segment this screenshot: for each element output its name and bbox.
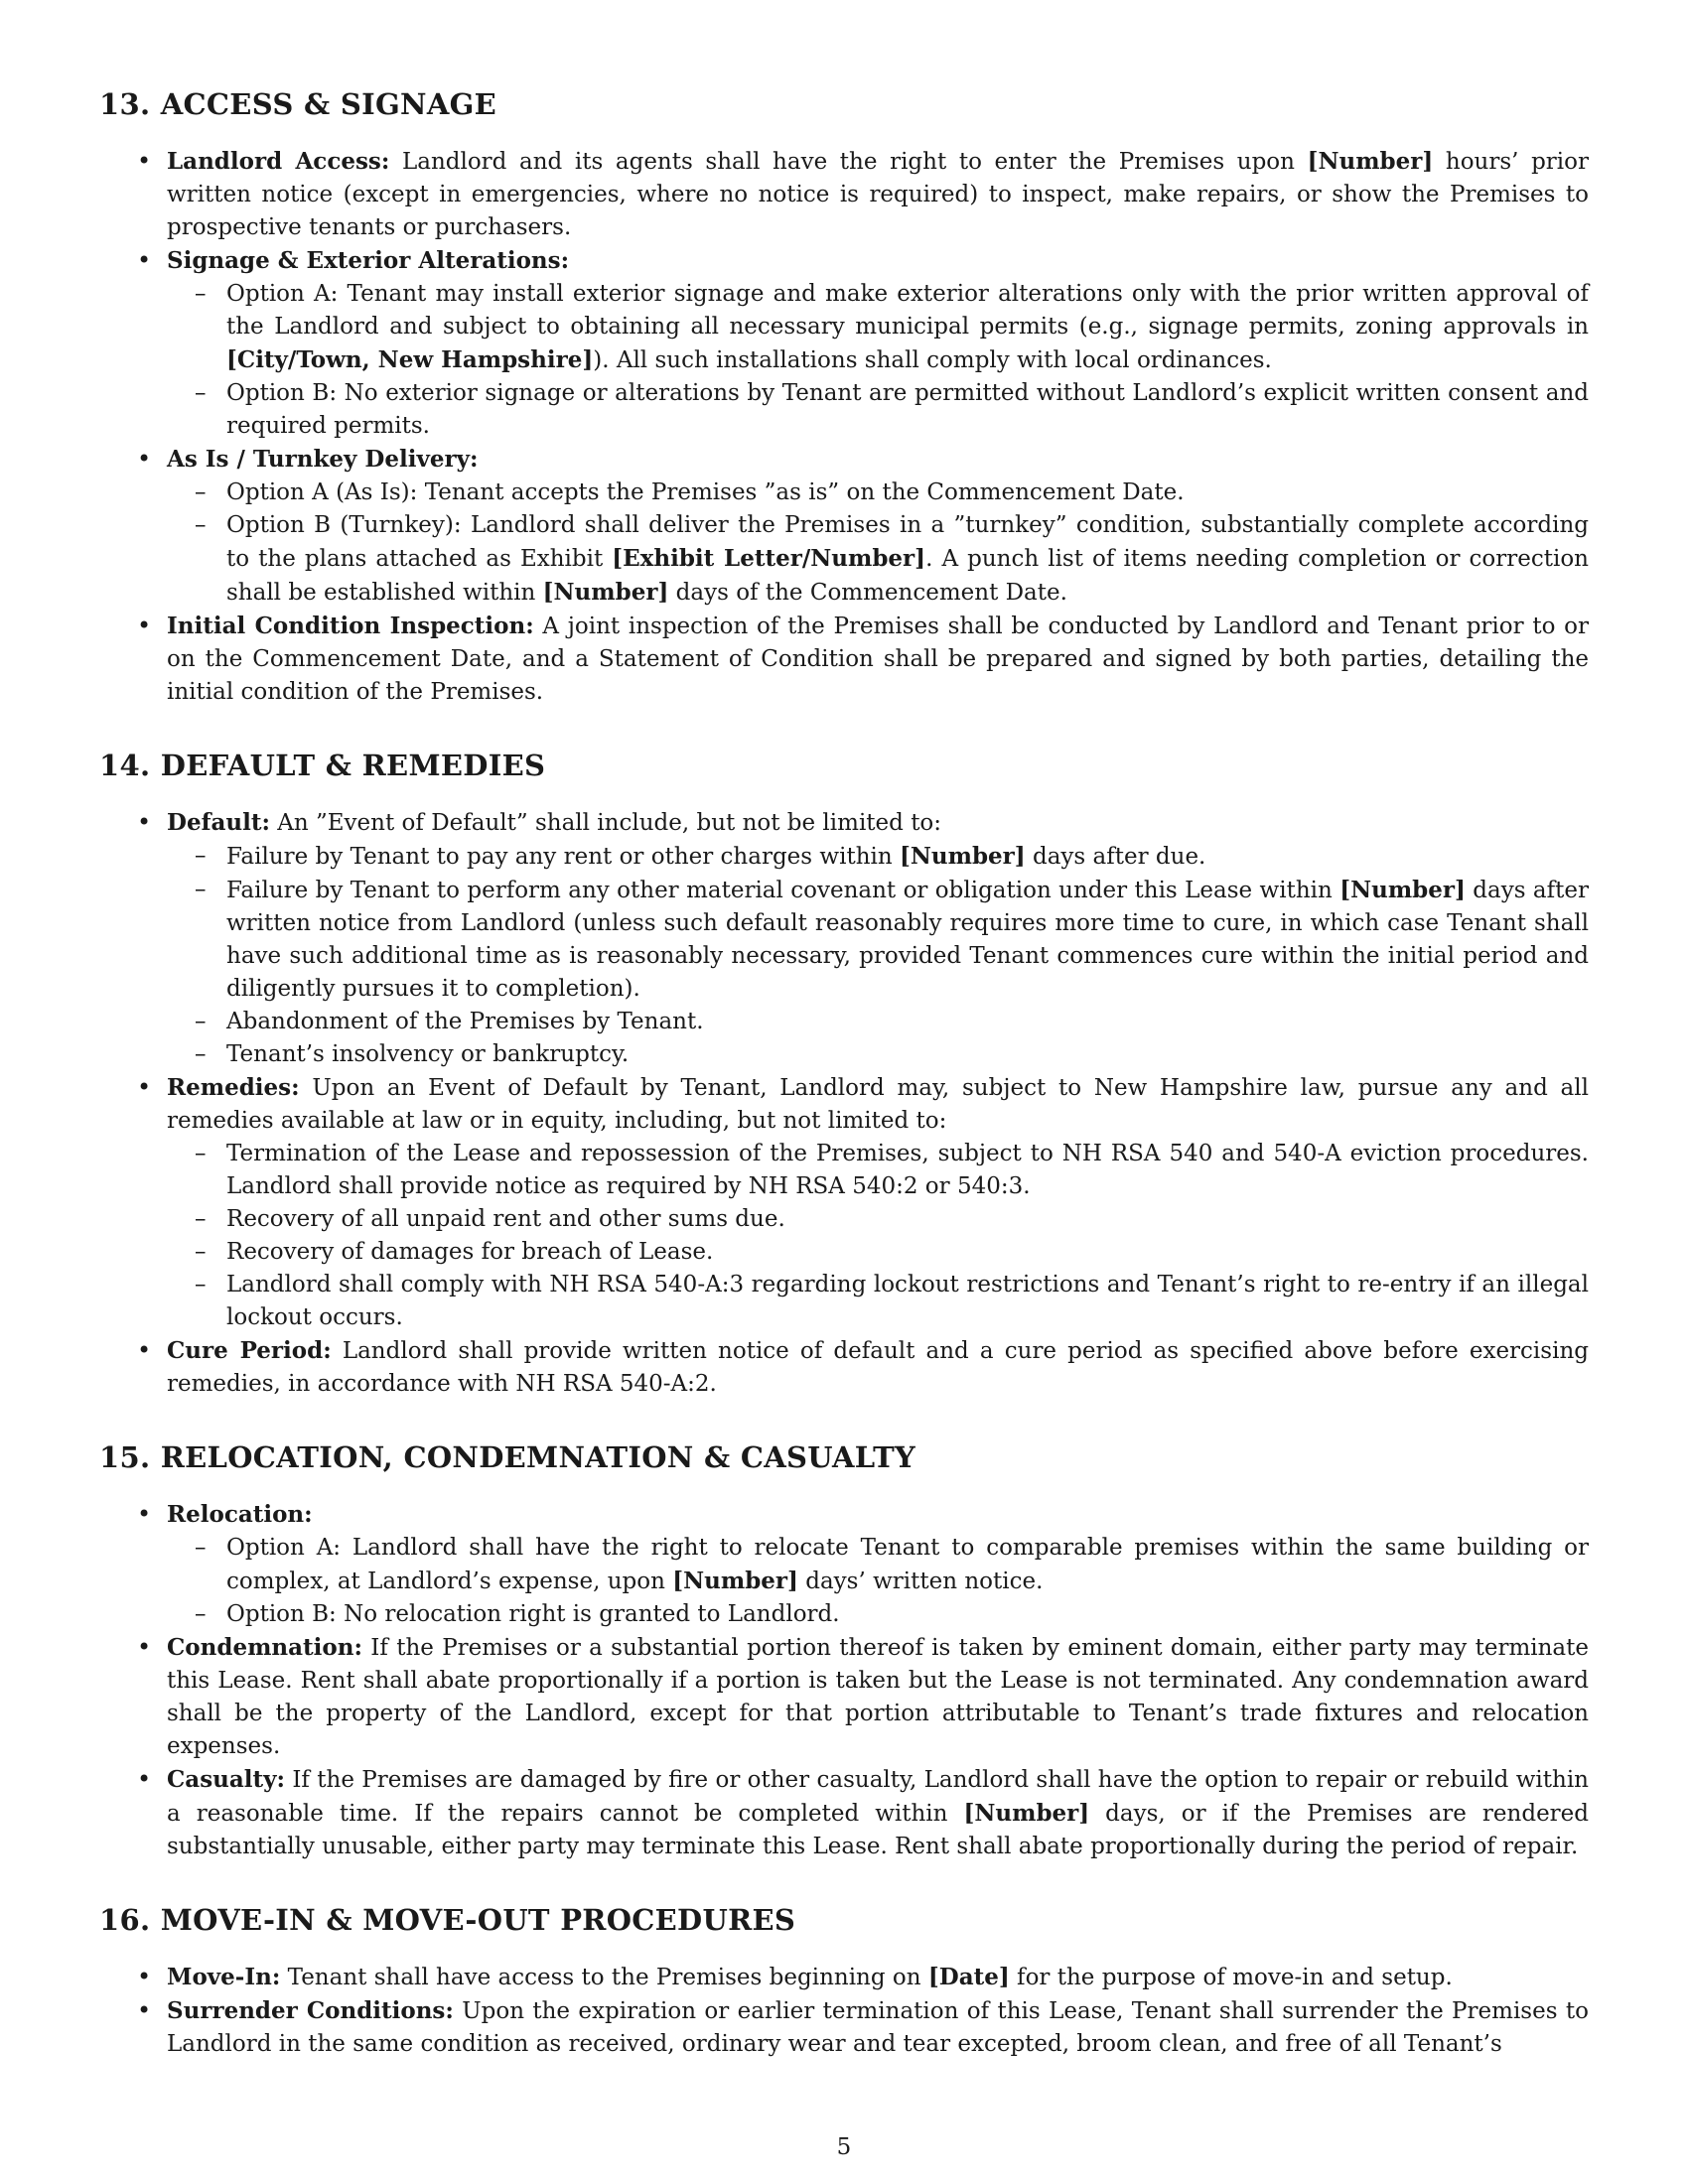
- clause-label: Default:: [167, 809, 270, 836]
- placeholder-field: [Number]: [1339, 877, 1466, 903]
- clause-text: Tenant’s insolvency or bankruptcy.: [226, 1041, 630, 1067]
- clause-label: Surrender Conditions:: [167, 1997, 454, 2024]
- clause-text: Landlord shall comply with NH RSA 540-A:3 regarding lockout restrictions and Tenant’s right to re-entry if an illegal lockout occurs.: [226, 1272, 1589, 1330]
- clause-text: Option B: No exterior signage or alterations by Tenant are permitted without Landlord’s explicit written consent and required permits.: [226, 380, 1589, 439]
- clause-as-is-turnkey-delivery: [99, 443, 1589, 610]
- clause-text: Option A (As Is): Tenant accepts the Premises ”as is” on the Commencement Date.: [226, 479, 1185, 505]
- section-relocation-condemnation-casualty: [99, 1440, 1589, 1863]
- clause-label: Remedies:: [167, 1074, 300, 1101]
- sub-clause: [167, 377, 1589, 443]
- clause-list: [99, 1498, 1589, 1863]
- placeholder-field: [Number]: [672, 1568, 798, 1594]
- sub-clause: [167, 874, 1589, 1006]
- clause-text: Upon the expiration or earlier termination of this Lease, Tenant shall surrender the Premises to Landlord in the same condition as received, ordinary wear and tear excepted, broom clean, and free of all Tenant’s: [167, 1998, 1589, 2057]
- sub-clause: [167, 1269, 1589, 1334]
- sub-clause: [167, 1598, 1589, 1631]
- clause-text: An ”Event of Default” shall include, but not be limited to:: [269, 810, 942, 836]
- clause-label: Move-In:: [167, 1964, 281, 1990]
- clause-text: Failure by Tenant to pay any rent or other charges within: [226, 844, 900, 870]
- clause-text: days’ written notice.: [797, 1569, 1044, 1594]
- clause-text: Recovery of damages for breach of Lease.: [226, 1239, 714, 1265]
- clause-text: If the Premises are damaged by fire or other casualty, Landlord shall have the option to repair or rebuild within a reasonable time. If the repairs cannot be completed within: [167, 1767, 1589, 1827]
- clause-move-in: [99, 1961, 1589, 1994]
- placeholder-field: [Number]: [899, 843, 1026, 870]
- clause-text: Option A: Tenant may install exterior signage and make exterior alterations only with the prior written approval of the Landlord and subject to obtaining all necessary municipal permits (e.g., signage permits, zoning approvals in: [226, 281, 1589, 340]
- clause-text: days after due.: [1025, 844, 1206, 870]
- sub-clause: [167, 840, 1589, 874]
- clause-text: days, or if the Premises are rendered substantially unusable, either party may terminate this Lease. Rent shall abate proportionally during the period of repair.: [167, 1801, 1590, 1859]
- placeholder-field: [Exhibit Letter/Number]: [612, 545, 926, 572]
- clause-label: Casualty:: [167, 1766, 285, 1793]
- sub-clause: [167, 1006, 1589, 1038]
- clause-condemnation: [99, 1631, 1589, 1763]
- sub-clause-list: [167, 477, 1589, 610]
- sub-clause: [167, 1236, 1589, 1269]
- clause-text: . A punch list of items needing completion or correction shall be established within: [226, 546, 1589, 606]
- clause-label: Cure Period:: [167, 1337, 332, 1364]
- section-access-signage: [99, 87, 1589, 709]
- sub-clause: [167, 1532, 1589, 1598]
- sub-clause: [167, 477, 1589, 509]
- sub-clause-list: [167, 1138, 1589, 1334]
- clause-text: Landlord and its agents shall have the right to enter the Premises upon: [389, 149, 1308, 175]
- clause-text: Option B (Turnkey): Landlord shall deliver the Premises in a ”turnkey” condition, substantially complete according to the plans attached as Exhibit: [226, 512, 1589, 572]
- placeholder-field: [Date]: [927, 1964, 1010, 1990]
- clause-cure-period: [99, 1334, 1589, 1401]
- clause-label: Condemnation:: [167, 1634, 362, 1661]
- placeholder-field: [Number]: [963, 1800, 1090, 1827]
- sub-clause-list: [167, 278, 1589, 443]
- sub-clause: [167, 1203, 1589, 1236]
- clause-text: days of the Commencement Date.: [668, 580, 1067, 606]
- clause-label: Relocation:: [167, 1501, 313, 1528]
- clause-text: hours’ prior written notice (except in emergencies, where no notice is required) to inspect, make repairs, or show the Premises to prospective tenants or purchasers.: [167, 149, 1589, 240]
- placeholder-field: [City/Town, New Hampshire]: [226, 346, 594, 373]
- clause-relocation: [99, 1498, 1589, 1631]
- sub-clause-list: [167, 840, 1589, 1071]
- clause-text: If the Premises or a substantial portion thereof is taken by eminent domain, either party may terminate this Lease. Rent shall abate proportionally if a portion is taken but the Lease is not terminated. Any condemnation award shall be the property of the Landlord, except for that portion attributable to Tenant’s trade fixtures and relocation expenses.: [167, 1635, 1589, 1759]
- clause-text: days after written notice from Landlord (unless such default reasonably requires more time to cure, in which case Tenant shall have such additional time as is reasonably necessary, provided Tenant commences cure within the initial period and diligently pursues it to completion).: [226, 878, 1589, 1002]
- clause-label: Signage & Exterior Alterations:: [167, 247, 570, 274]
- sub-clause: [167, 278, 1589, 377]
- clause-casualty: [99, 1763, 1589, 1863]
- clause-default: [99, 806, 1589, 1071]
- section-move-in-move-out-procedures: [99, 1903, 1589, 2061]
- clause-text: A joint inspection of the Premises shall be conducted by Landlord and Tenant prior to or on the Commencement Date, and a Statement of Condition shall be prepared and signed by both parties, detailing the initial condition of the Premises.: [167, 614, 1589, 705]
- section-heading: 16. MOVE-IN & MOVE-OUT PROCEDURES: [99, 1903, 796, 1937]
- clause-text: Option A: Landlord shall have the right to relocate Tenant to comparable premises within the same building or complex, at Landlord’s expense, upon: [226, 1535, 1589, 1594]
- clause-text: Option B: No relocation right is granted to Landlord.: [226, 1601, 840, 1627]
- placeholder-field: [Number]: [1307, 148, 1434, 175]
- clause-label: As Is / Turnkey Delivery:: [167, 446, 479, 473]
- clause-text: for the purpose of move-in and setup.: [1009, 1965, 1453, 1990]
- clause-initial-condition-inspection: [99, 610, 1589, 709]
- clause-label: Landlord Access:: [167, 148, 390, 175]
- clause-label: Initial Condition Inspection:: [167, 613, 534, 639]
- section-heading: 13. ACCESS & SIGNAGE: [99, 87, 497, 121]
- sub-clause-list: [167, 1532, 1589, 1631]
- page-number: 5: [836, 2134, 852, 2160]
- clause-text: Tenant shall have access to the Premises beginning on: [280, 1965, 928, 1990]
- clause-landlord-access: [99, 145, 1589, 244]
- clause-list: [99, 1961, 1589, 2061]
- sub-clause: [167, 1038, 1589, 1071]
- clause-text: Landlord shall provide written notice of default and a cure period as specified above before exercising remedies, in accordance with NH RSA 540-A:2.: [167, 1338, 1589, 1397]
- clause-text: Failure by Tenant to perform any other material covenant or obligation under this Lease within: [226, 878, 1340, 903]
- placeholder-field: [Number]: [542, 579, 669, 606]
- sub-clause: [167, 1138, 1589, 1203]
- section-heading: 14. DEFAULT & REMEDIES: [99, 749, 546, 782]
- clause-text: Termination of the Lease and repossession of the Premises, subject to NH RSA 540 and 540-A eviction procedures. Landlord shall provide notice as required by NH RSA 540:2 or 540:3.: [226, 1141, 1589, 1199]
- section-heading: 15. RELOCATION, CONDEMNATION & CASUALTY: [99, 1440, 916, 1474]
- sub-clause: [167, 509, 1589, 610]
- document-page: [99, 87, 1589, 2101]
- clause-remedies: [99, 1071, 1589, 1334]
- clause-list: [99, 145, 1589, 709]
- clause-signage-exterior-alterations: [99, 244, 1589, 443]
- clause-text: Upon an Event of Default by Tenant, Landlord may, subject to New Hampshire law, pursue any and all remedies available at law or in equity, including, but not limited to:: [167, 1075, 1589, 1134]
- clause-surrender-conditions: [99, 1994, 1589, 2061]
- clause-list: [99, 806, 1589, 1401]
- clause-text: ). All such installations shall comply with local ordinances.: [593, 347, 1272, 373]
- clause-text: Abandonment of the Premises by Tenant.: [226, 1009, 704, 1034]
- clause-text: Recovery of all unpaid rent and other sums due.: [226, 1206, 785, 1232]
- section-default-remedies: [99, 749, 1589, 1401]
